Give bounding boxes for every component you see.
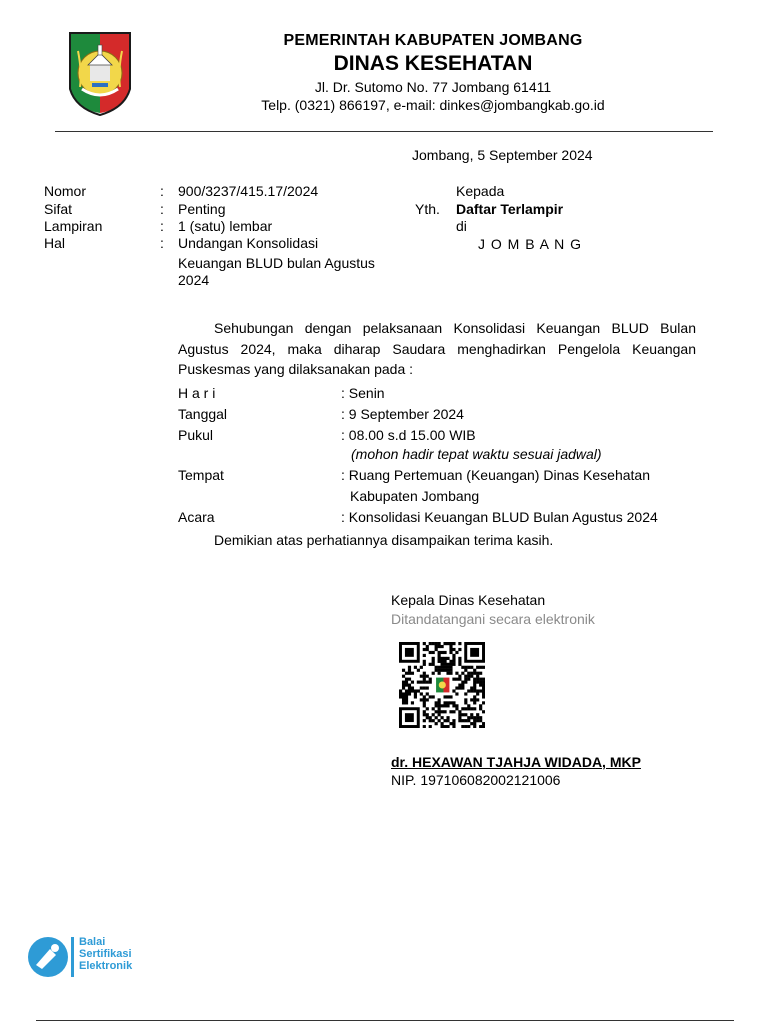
detail-label-acara: Acara bbox=[178, 509, 215, 525]
meta-label-hal: Hal bbox=[44, 235, 66, 251]
closing-sentence: Demikian atas perhatiannya disampaikan terima kasih. bbox=[214, 532, 554, 548]
detail-value-pukul: : 08.00 s.d 15.00 WIB bbox=[341, 427, 476, 443]
recipient-city: J O M B A N G bbox=[478, 236, 583, 252]
letter-date: Jombang, 5 September 2024 bbox=[412, 147, 593, 163]
body-line-1: Sehubungan dengan pelaksanaan Konsolidasi Keuangan BLUD Bulan bbox=[214, 320, 696, 336]
recipient-name: Daftar Terlampir bbox=[456, 201, 564, 217]
footer-divider bbox=[36, 1020, 734, 1021]
meta-value-sifat: Penting bbox=[178, 201, 226, 217]
signatory-name: dr. HEXAWAN TJAHJA WIDADA, MKP bbox=[391, 754, 641, 770]
recipient-di: di bbox=[456, 218, 467, 234]
meta-value-hal-line1: Undangan Konsolidasi bbox=[178, 235, 319, 251]
detail-note-pukul: (mohon hadir tepat waktu sesuai jadwal) bbox=[351, 446, 602, 462]
meta-label-sifat: Sifat bbox=[44, 201, 73, 217]
detail-label-tanggal: Tanggal bbox=[178, 406, 228, 422]
detail-label-tempat: Tempat bbox=[178, 467, 224, 483]
detail-value-tempat: : Ruang Pertemuan (Keuangan) Dinas Kesehatan bbox=[341, 467, 650, 483]
meta-value-hal-line3: 2024 bbox=[178, 272, 210, 288]
header-government: PEMERINTAH KABUPATEN JOMBANG bbox=[283, 32, 583, 49]
detail-value-tempat-line2: Kabupaten Jombang bbox=[350, 488, 480, 504]
meta-sep: : bbox=[160, 201, 164, 217]
signature-title: Kepala Dinas Kesehatan bbox=[391, 592, 546, 608]
recipient-kepada: Kepada bbox=[456, 183, 505, 199]
detail-value-tanggal: : 9 September 2024 bbox=[341, 406, 464, 422]
header-address: Jl. Dr. Sutomo No. 77 Jombang 61411 bbox=[314, 79, 552, 95]
recipient-yth: Yth. bbox=[415, 201, 440, 217]
bsre-logo-text-2: Sertifikasi bbox=[79, 948, 132, 960]
meta-value-lampiran: 1 (satu) lembar bbox=[178, 218, 273, 234]
signatory-nip: NIP. 197106082002121006 bbox=[391, 772, 561, 788]
meta-label-nomor: Nomor bbox=[44, 183, 87, 199]
meta-sep: : bbox=[160, 235, 164, 251]
detail-label-hari: H a r i bbox=[178, 385, 216, 401]
jombang-emblem bbox=[68, 31, 132, 117]
body-line-2: Agustus 2024, maka diharap Saudara menghadirkan Pengelola Keuangan bbox=[178, 341, 696, 357]
detail-label-pukul: Pukul bbox=[178, 427, 214, 443]
meta-value-nomor: 900/3237/415.17/2024 bbox=[178, 183, 319, 199]
meta-label-lampiran: Lampiran bbox=[44, 218, 103, 234]
header-divider bbox=[55, 131, 713, 132]
meta-sep: : bbox=[160, 183, 164, 199]
bsre-logo-icon bbox=[26, 935, 76, 979]
meta-sep: : bbox=[160, 218, 164, 234]
detail-value-acara: : Konsolidasi Keuangan BLUD Bulan Agustus 2024 bbox=[341, 509, 658, 525]
header-agency: DINAS KESEHATAN bbox=[333, 52, 533, 75]
header-contact: Telp. (0321) 866197, e-mail: dinkes@jombangkab.go.id bbox=[261, 97, 605, 113]
bsre-logo-text-1: Balai bbox=[79, 936, 106, 948]
qr-code bbox=[399, 642, 485, 728]
body-line-3: Puskesmas yang dilaksanakan pada : bbox=[178, 361, 414, 377]
bsre-logo-text-3: Elektronik bbox=[79, 960, 133, 972]
signature-electronic-note: Ditandatangani secara elektronik bbox=[391, 611, 595, 627]
meta-value-hal-line2: Keuangan BLUD bulan Agustus bbox=[178, 255, 375, 271]
detail-value-hari: : Senin bbox=[341, 385, 385, 401]
